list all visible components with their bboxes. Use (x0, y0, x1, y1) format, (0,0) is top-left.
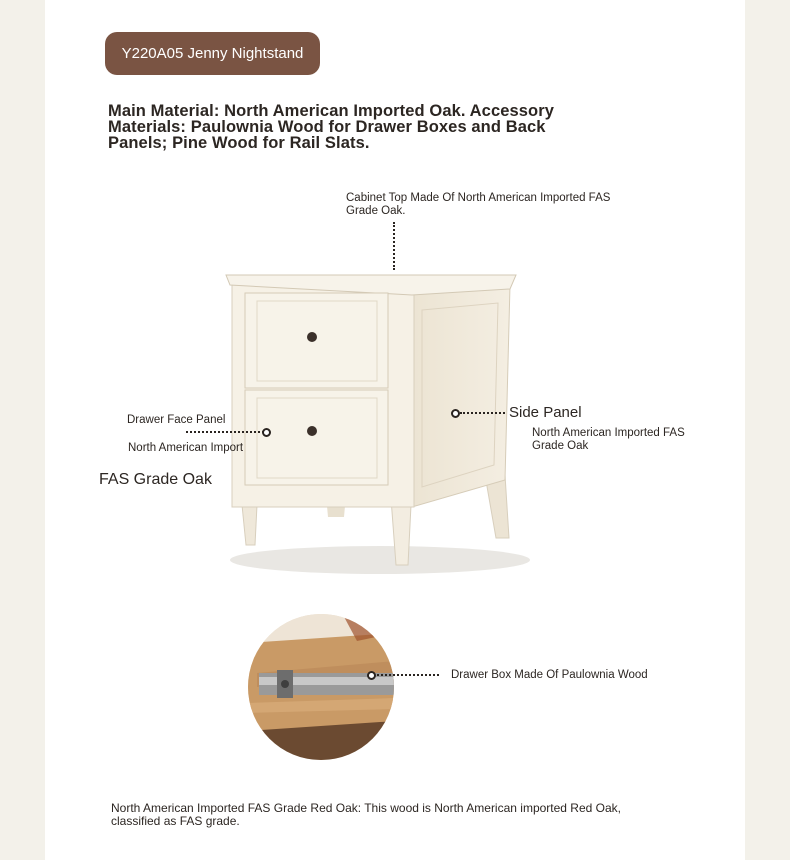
cabinet-top-label: Cabinet Top Made Of North American Imported FAS Grade Oak. (346, 192, 611, 217)
drawer-box-leader (377, 674, 439, 676)
side-panel-marker (451, 409, 460, 418)
side-panel-origin: North American Imported FAS Grade Oak (532, 427, 685, 452)
drawer-face-grade: FAS Grade Oak (99, 471, 212, 488)
drawer-box-marker (367, 671, 376, 680)
drawer-face-label: Drawer Face Panel (127, 414, 226, 426)
product-title-badge: Y220A05 Jenny Nightstand (105, 32, 320, 75)
lower-drawer-face (245, 390, 388, 485)
drawer-face-leader (186, 431, 264, 433)
lower-drawer-knob (307, 426, 317, 436)
footnote-text: North American Imported FAS Grade Red Oak: This wood is North American imported Red Oak, classified as FAS grade. (111, 801, 621, 828)
main-material-text: Main Material: North American Imported Oak. Accessory Materials: Paulownia Wood for Drawer Boxes and Back Panels; Pine Wood for Rail Slats. (108, 102, 555, 152)
drawer-box-label: Drawer Box Made Of Paulownia Wood (451, 669, 648, 681)
nightstand-illustration (200, 255, 540, 585)
drawer-face-origin: North American Import (128, 442, 244, 454)
upper-drawer-face (245, 293, 388, 388)
drawer-face-marker (262, 428, 271, 437)
side-panel-label: Side Panel (509, 404, 582, 421)
floor-shadow (230, 546, 530, 574)
drawer-box-detail-image (247, 613, 395, 761)
side-panel-leader (460, 412, 505, 414)
upper-drawer-knob (307, 332, 317, 342)
